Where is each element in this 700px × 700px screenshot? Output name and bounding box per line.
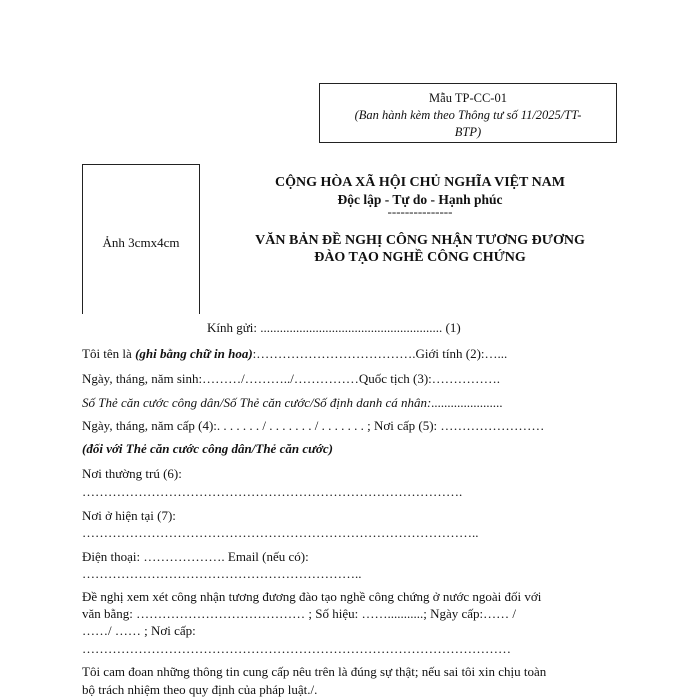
phone-email-line: Điện thoại: ………………. Email (nếu có): [82, 549, 309, 564]
dob-line: Ngày, tháng, năm sinh:………/………../……………Quốc tịch (3):……………. [82, 371, 501, 386]
id-number-line: Số Thẻ căn cước công dân/Số Thẻ căn cước/Số định danh cá nhân:...................... [82, 395, 503, 410]
request-dots: ……………………………………………………………………………………… [82, 641, 511, 656]
permanent-address-dots: ……………………………………………………………………………. [82, 484, 463, 499]
current-address-dots: ……………………………………………………………………………….. [82, 525, 479, 540]
commitment-line1: Tôi cam đoan những thông tin cung cấp nêu trên là đúng sự thật; nếu sai tôi xin chịu toàn [82, 664, 547, 679]
form-subtitle-line2: BTP) [454, 125, 482, 139]
issue-date-line: Ngày, tháng, năm cấp (4):. . . . . . . / . . . . . . . / . . . . . . . ; Nơi cấp (5): …………………… [82, 418, 545, 433]
commitment-line2: bộ trách nhiệm theo quy định của pháp luật./. [82, 682, 318, 697]
nation-title: CỘNG HÒA XÃ HỘI CHỦ NGHĨA VIỆT NAM [274, 175, 565, 190]
document-title-line2: ĐÀO TẠO NGHỀ CÔNG CHỨNG [314, 250, 526, 265]
name-hint: (ghi bằng chữ in hoa) [135, 346, 253, 361]
form-code: Mẫu TP-CC-01 [429, 91, 507, 105]
document-title-line1: VĂN BẢN ĐỀ NGHỊ CÔNG NHẬN TƯƠNG ĐƯƠNG [255, 233, 585, 248]
form-code-box [319, 83, 617, 143]
kinh-gui-line: Kính gửi: ........................................................ (1) [207, 320, 461, 335]
motto: Độc lập - Tự do - Hạnh phúc [337, 192, 503, 207]
divider: --------------- [387, 204, 453, 219]
phone-email-dots: ……………………………………………………….. [82, 566, 362, 581]
photo-placeholder [82, 164, 200, 314]
name-prefix: Tôi tên là [82, 346, 136, 361]
name-line [82, 346, 507, 362]
permanent-address-label: Nơi thường trú (6): [82, 466, 182, 481]
issue-note: (đối với Thẻ căn cước công dân/Thẻ căn cước) [82, 441, 333, 456]
form-subtitle-line1: (Ban hành kèm theo Thông tư số 11/2025/TT- [354, 108, 582, 122]
request-line3: ……/ …… ; Nơi cấp: [82, 623, 196, 638]
name-rest: :……………………………….Giới tính (2):…... [252, 346, 508, 361]
current-address-label: Nơi ở hiện tại (7): [82, 508, 176, 523]
photo-label: Ảnh 3cmx4cm [102, 235, 180, 250]
request-line1: Đề nghị xem xét công nhận tương đương đào tạo nghề công chứng ở nước ngoài đối với [82, 589, 542, 604]
request-line2: văn bằng: ………………………………… ; Số hiệu: ……...........; Ngày cấp:…… / [82, 606, 517, 621]
